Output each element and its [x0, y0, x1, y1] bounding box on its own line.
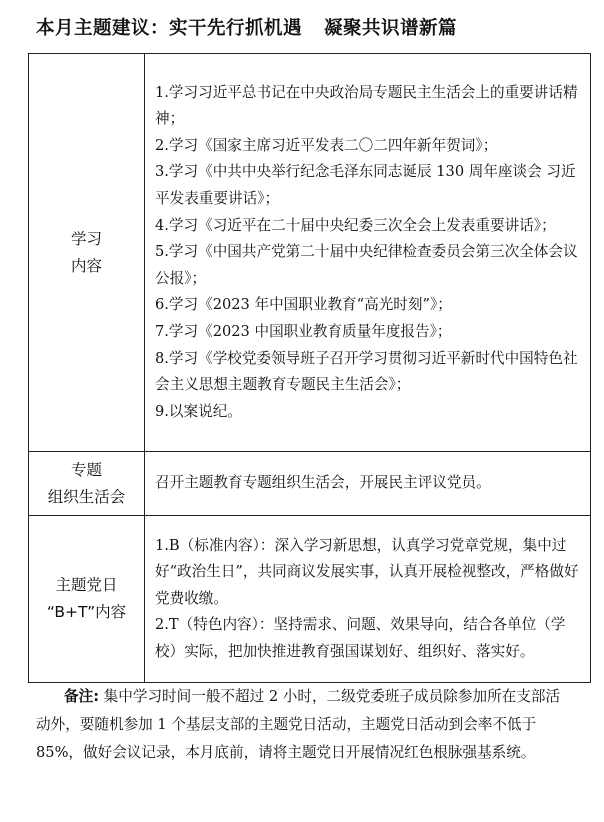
list-item: 6.学习《2023 年中国职业教育“高光时刻”》； — [155, 296, 452, 314]
table-row-org-life — [29, 452, 591, 516]
list-item: 1.B（标准内容）：深入学习新思想，认真学习党章党规，集中过好“政治生日”，共同商议发展实事，认真开展检视整改，严格做好党费收缴。 — [155, 536, 579, 607]
row-label-line: 学习 — [70, 229, 102, 248]
org-life-content — [145, 452, 591, 516]
study-content — [145, 54, 591, 452]
table-row-study — [29, 54, 591, 452]
title-part-1: 本月主题建议：实干先行抓机遇 — [36, 18, 303, 39]
list-item: 9.以案说纪。 — [155, 402, 242, 420]
page-title — [36, 14, 457, 40]
list-item: 4.学习《习近平在二十届中央纪委三次全会上发表重要讲话》； — [155, 216, 556, 234]
remarks-label: 备注: — [64, 688, 100, 705]
list-item: 2.学习《国家主席习近平发表二〇二四年新年贺词》； — [155, 136, 498, 154]
list-item: 3.学习《中共中央举行纪念毛泽东同志诞辰 130 周年座谈会 习近平发表重要讲话》； — [155, 163, 576, 208]
table-row-party-day — [29, 516, 591, 683]
list-item: 7.学习《2023 中国职业教育质量年度报告》； — [155, 322, 452, 340]
list-item: 5.学习《中国共产党第二十届中央纪律检查委员会第三次全体会议公报》； — [155, 243, 578, 287]
topic-table — [28, 53, 591, 683]
list-item: 1.学习习近平总书记在中央政治局专题民主生活会上的重要讲话精神； — [155, 83, 578, 128]
row-label-line: 主题党日 — [55, 576, 118, 594]
row-label-line: 组织生活会 — [47, 487, 126, 506]
row-label-line: 内容 — [70, 256, 102, 275]
list-item: 8.学习《学校党委领导班子召开学习贯彻习近平新时代中国特色社会主义思想主题教育专题民主生活会》； — [155, 349, 578, 394]
row-label-party-day — [29, 516, 145, 683]
list-item: 2.T（特色内容）：坚持需求、问题、效果导向，结合各单位（学校）实际，把加快推进教育强国谋划好、组织好、落实好。 — [155, 616, 566, 660]
row-label-line: 专题 — [70, 460, 102, 479]
row-label-line: “B+T”内容 — [46, 603, 127, 621]
remarks — [36, 683, 566, 767]
remarks-text: 集中学习时间一般不超过 2 小时，二级党委班子成员除参加所在支部活动外，要随机参加 1 个基层支部的主题党日活动，主题党日活动到会率不低于 85%，做好会议记录，本月底前，请将主题党日开展情况红色根脉强基系统。 — [36, 688, 561, 761]
row-label-study — [29, 54, 145, 452]
row-label-org-life — [29, 452, 145, 516]
list-item: 召开主题教育专题组织生活会，开展民主评议党员。 — [155, 474, 491, 492]
title-part-2: 凝聚共识谱新篇 — [324, 18, 458, 39]
party-day-content — [145, 516, 591, 683]
